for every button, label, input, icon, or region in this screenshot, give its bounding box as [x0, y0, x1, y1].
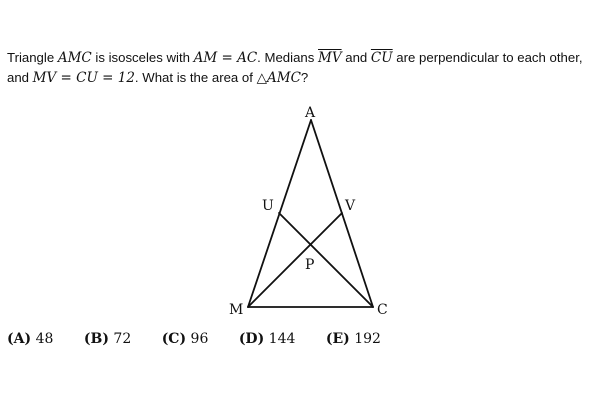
- triangle-symbol: △: [256, 70, 267, 86]
- problem-text: are perpendicular to each other,: [392, 50, 583, 65]
- choice-e[interactable]: [326, 331, 381, 347]
- choice-value: 96: [190, 331, 209, 347]
- problem-text: and: [341, 50, 371, 65]
- choice-letter: (D): [238, 331, 265, 347]
- math-median-mv: $\overline{MV}$: [318, 50, 342, 66]
- choice-value: 48: [35, 331, 54, 347]
- math-equal-sides: AM = AC: [193, 50, 258, 66]
- math-median-lengths: MV = CU = 12: [32, 70, 135, 86]
- choice-c[interactable]: [162, 331, 209, 347]
- point-label-p: P: [305, 257, 315, 273]
- vertex-label-c: C: [377, 302, 388, 318]
- math-median-cu: $\overline{CU}$: [370, 50, 393, 66]
- choice-value: 144: [268, 331, 296, 347]
- problem-text: ?: [300, 70, 309, 85]
- point-label-v: V: [345, 198, 356, 214]
- vertex-label-m: M: [229, 302, 244, 318]
- choice-value: 72: [113, 331, 132, 347]
- answer-choices: [7, 331, 407, 347]
- choice-a[interactable]: [7, 331, 53, 347]
- math-triangle-name: AMC: [57, 50, 92, 66]
- choice-letter: (B): [83, 331, 109, 347]
- point-label-u: U: [262, 198, 274, 214]
- problem-text: and: [7, 70, 33, 85]
- choice-b[interactable]: [84, 331, 131, 347]
- math-triangle-name: AMC: [267, 70, 301, 86]
- problem-text: . What is the area of: [134, 70, 257, 85]
- choice-letter: (A): [7, 331, 32, 347]
- choice-letter: (C): [161, 331, 187, 347]
- vertex-label-a: A: [305, 105, 316, 121]
- choice-letter: (E): [325, 331, 350, 347]
- problem-text: . Medians: [257, 50, 318, 65]
- problem-text: is isosceles with: [91, 50, 194, 65]
- choice-d[interactable]: [239, 331, 296, 347]
- choice-value: 192: [354, 331, 381, 347]
- median-cu: [279, 213, 373, 307]
- median-mv: [248, 213, 342, 307]
- problem-text: Triangle: [7, 50, 58, 65]
